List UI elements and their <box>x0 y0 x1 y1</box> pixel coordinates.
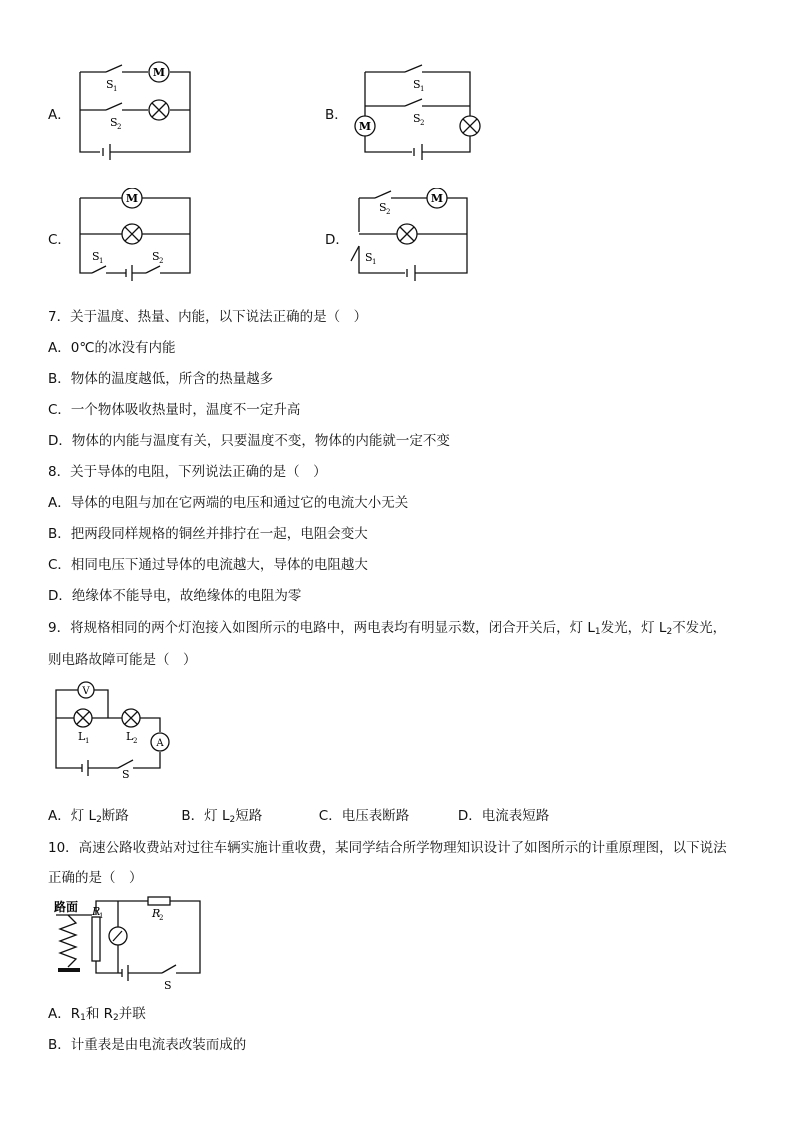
lamp-icon <box>149 100 169 120</box>
lamp-icon <box>122 224 142 244</box>
resistor-r2-icon <box>148 897 170 905</box>
svg-text:A: A <box>156 738 164 749</box>
svg-text:V: V <box>82 686 90 697</box>
svg-text:S: S <box>122 768 130 780</box>
svg-text:S: S <box>92 250 100 263</box>
svg-text:R: R <box>92 905 101 918</box>
question-7-stem: 7．关于温度、热量、内能，以下说法正确的是（ ） <box>48 309 368 325</box>
lamp-l1-icon <box>74 709 92 727</box>
question-10-option-a: A．$R_1$和 $R_2$并联 <box>48 1006 146 1023</box>
meter-icon <box>109 927 127 945</box>
svg-text:S: S <box>365 251 373 264</box>
svg-text:1: 1 <box>99 257 104 265</box>
resistor-r1-icon <box>92 917 100 961</box>
svg-text:2: 2 <box>159 257 164 265</box>
motor-icon <box>149 62 169 82</box>
lamp-l2-icon <box>122 709 140 727</box>
svg-text:S: S <box>164 979 172 992</box>
question-8-option-b: B．把两段同样规格的铜丝并排拧在一起，电阻会变大 <box>48 526 368 542</box>
svg-text:1: 1 <box>372 258 377 266</box>
svg-text:M: M <box>152 66 166 79</box>
question-7-option-d: D．物体的内能与温度有关，只要温度不变，物体的内能就一定不变 <box>48 433 450 449</box>
question-7-option-c: C．一个物体吸收热量时，温度不一定升高 <box>48 402 301 418</box>
motor-icon <box>355 116 375 136</box>
option-b-label: B． <box>325 107 348 123</box>
question-8-stem: 8．关于导体的电阻，下列说法正确的是（ ） <box>48 464 327 480</box>
svg-text:M: M <box>358 120 372 133</box>
question-10-circuit-diagram <box>48 893 208 993</box>
motor-icon <box>122 188 142 208</box>
svg-text:2: 2 <box>159 914 164 922</box>
svg-text:S: S <box>152 250 160 263</box>
question-10-stem-line2: 正确的是（ ） <box>48 870 143 886</box>
svg-text:路面: 路面 <box>54 900 79 914</box>
svg-text:S: S <box>110 116 118 129</box>
option-a-label: A． <box>48 107 71 123</box>
svg-text:M: M <box>125 192 139 205</box>
question-9-options <box>48 804 549 825</box>
svg-text:1: 1 <box>99 912 104 920</box>
question-10-option-b: B．计重表是由电流表改装而成的 <box>48 1037 247 1053</box>
question-9-option-c: C．电压表断路 <box>318 808 410 824</box>
svg-text:2: 2 <box>133 737 138 745</box>
svg-text:1: 1 <box>420 85 425 93</box>
question-9-option-a: A．灯 $L_2$断路 <box>48 808 129 825</box>
question-7-option-a: A．0℃的冰没有内能 <box>48 340 176 356</box>
question-9-stem: 9．将规格相同的两个灯泡接入如图所示的电路中，两电表均有明显示数，闭合开关后，灯 $L_1$发光，灯 $L_2$不发光， <box>48 620 727 637</box>
question-8-option-c: C．相同电压下通过导体的电流越大，导体的电阻越大 <box>48 557 368 573</box>
question-9-option-b: B．灯 $L_2$短路 <box>181 808 263 825</box>
lamp-icon <box>460 116 480 136</box>
option-c-label: C． <box>48 232 71 248</box>
svg-text:S: S <box>413 78 421 91</box>
svg-text:L: L <box>126 730 134 743</box>
svg-text:R: R <box>152 907 161 920</box>
ammeter-icon <box>151 733 169 751</box>
svg-text:S: S <box>106 78 114 91</box>
svg-text:2: 2 <box>420 119 425 127</box>
lamp-icon <box>397 224 417 244</box>
question-9-stem-line2: 则电路故障可能是（ ） <box>48 652 197 668</box>
circuit-d-diagram <box>345 188 485 288</box>
motor-icon <box>427 188 447 208</box>
question-8-option-a: A．导体的电阻与加在它两端的电压和通过它的电流大小无关 <box>48 495 409 511</box>
circuit-c-diagram <box>70 188 200 288</box>
svg-text:2: 2 <box>117 123 122 131</box>
circuit-a-diagram <box>70 60 200 160</box>
question-7-option-b: B．物体的温度越低，所含的热量越多 <box>48 371 274 387</box>
svg-text:S: S <box>413 112 421 125</box>
question-9-option-d: D．电流表短路 <box>457 808 550 824</box>
voltmeter-icon <box>78 682 94 698</box>
option-d-label: D． <box>325 232 349 248</box>
question-9-circuit-diagram <box>48 680 188 780</box>
svg-text:L: L <box>78 730 86 743</box>
svg-text:1: 1 <box>113 85 118 93</box>
svg-text:M: M <box>430 192 444 205</box>
svg-text:S: S <box>379 201 387 214</box>
question-8-option-d: D．绝缘体不能导电，故绝缘体的电阻为零 <box>48 588 302 604</box>
question-10-stem: 10．高速公路收费站对过往车辆实施计重收费，某同学结合所学物理知识设计了如图所示的计重原理图，以下说法 <box>48 840 727 856</box>
svg-text:2: 2 <box>386 208 391 216</box>
circuit-b-diagram <box>350 60 490 160</box>
svg-text:1: 1 <box>85 737 90 745</box>
